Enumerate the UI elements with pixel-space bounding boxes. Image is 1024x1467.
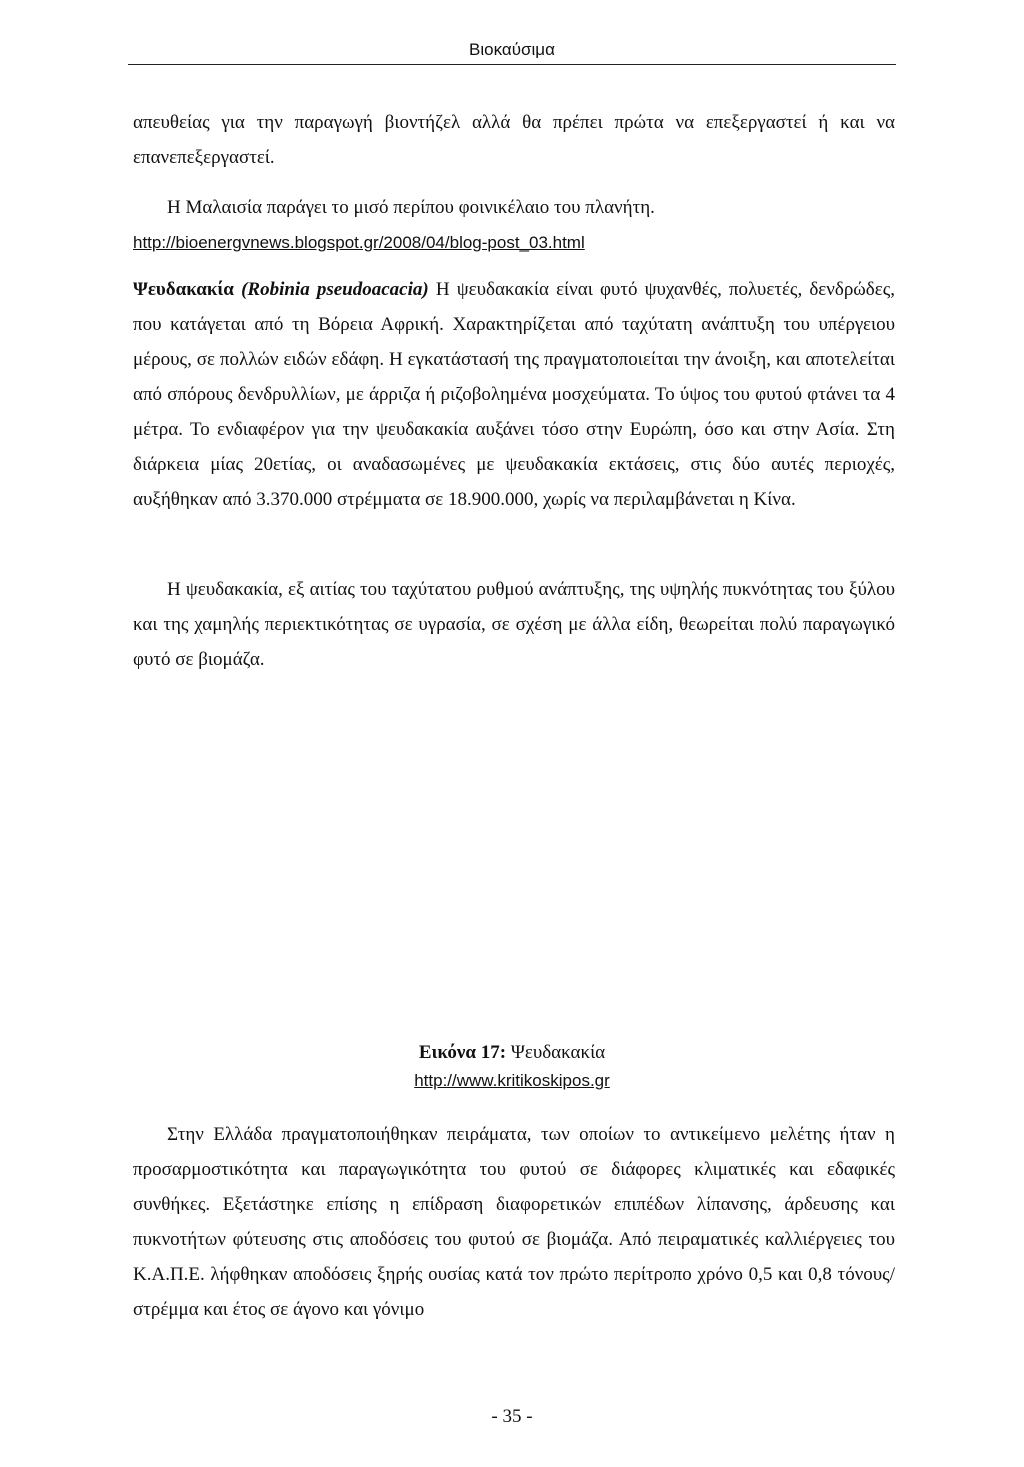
figure-caption [0,1035,1024,1070]
running-header: Βιοκαύσιμα [469,40,555,59]
robinia-latin-name: (Robinia pseudoacacia) [241,279,429,300]
figure-source-link[interactable]: http://www.kritikoskipos.gr [414,1071,610,1090]
source-link[interactable]: http://bioenergvnews.blogspot.gr/2008/04/blog-post_03.html [133,233,585,252]
paragraph-robinia [133,272,895,517]
paragraph-continuation: απευθείας για την παραγωγή βιοντήζελ αλλά θα πρέπει πρώτα να επεξεργαστεί ή και να επανεπεξεργαστεί. [133,112,895,168]
header-divider [128,64,896,65]
figure-title: Ψευδακακία [510,1042,606,1063]
figure-label: Εικόνα 17: [418,1042,507,1063]
robinia-description: Η ψευδακακία είναι φυτό ψυχανθές, πολυετές, δενδρώδες, που κατάγεται από τη Βόρεια Αφρική. Χαρακτηρίζεται από ταχύτατη ανάπτυξη του υπέργειου μέρους, σε πολλών ειδών εδάφη. Η εγκατάστασή της πραγματοποιείται την άνοιξη, και αποτελείται από σπόρους δενδρυλλίων, με άρριζα ή ριζοβολημένα μοσχεύματα. Το ύψος του φυτού φτάνει τα 4 μέτρα. Το ενδιαφέρον για την ψευδακακία αυξάνει τόσο στην Ευρώπη, όσο και στην Ασία. Στη διάρκεια μίας 20ετίας, οι αναδασωμένες με ψευδακακία εκτάσεις, στις δύο αυτές περιοχές, αυξήθηκαν από 3.370.000 στρέμματα σε 18.900.000, χωρίς να περιλαμβάνεται η Κίνα. [133,279,896,510]
page-number: - 35 - [491,1406,533,1427]
paragraph-malaysia [133,190,895,260]
paragraph-productivity: Η ψευδακακία, εξ αιτίας του ταχύτατου ρυθμού ανάπτυξης, της υψηλής πυκνότητας του ξύλου και της χαμηλής περιεκτικότητας σε υγρασία, σε σχέση με άλλα είδη, θεωρείται πολύ παραγωγικό φυτό σε βιομάζα. [133,579,895,670]
paragraph-malaysia-text: Η Μαλαισία παράγει το μισό περίπου φοινικέλαιο του πλανήτη. [167,197,655,218]
paragraph-greece-experiments: Στην Ελλάδα πραγματοποιήθηκαν πειράματα, των οποίων το αντικείμενο μελέτης ήταν η προσαρμοστικότητα και παραγωγικότητα του φυτού σε διάφορες κλιματικές και εδαφικές συνθήκες. Εξετάστηκε επίσης η επίδραση διαφορετικών επιπέδων λίπανσης, άρδευσης και πυκνοτήτων φύτευσης στις αποδόσεις του φυτού σε βιομάζα. Από πειραματικές καλλιέργειες του Κ.Α.Π.Ε. λήφθηκαν αποδόσεις ξηρής ουσίας κατά τον πρώτο περίτροπο χρόνο 0,5 και 0,8 τόνους/ στρέμμα και έτος σε άγονο και γόνιμο [133,1124,895,1320]
robinia-heading: Ψευδακακία [133,279,234,300]
